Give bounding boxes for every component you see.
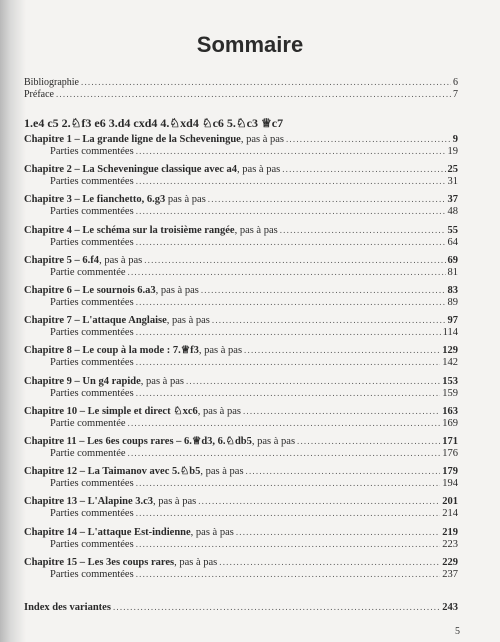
dot-leader xyxy=(113,601,440,613)
chapter-title-bold: Chapitre 15 – Les 3es coups rares xyxy=(24,557,175,568)
games-page: 19 xyxy=(447,146,458,157)
opening-line-heading: 1.e4 c5 2.♘f3 e6 3.d4 cxd4 4.♘xd4 ♘c6 5.♘c3 ♕c7 xyxy=(24,116,284,130)
dot-leader xyxy=(128,447,441,459)
games-page: 194 xyxy=(442,478,458,489)
dot-leader xyxy=(282,163,445,175)
chapter-page: 25 xyxy=(447,164,458,175)
page-number: 5 xyxy=(455,626,460,637)
games-label: Parties commentées xyxy=(50,569,134,580)
dot-leader xyxy=(136,387,441,399)
chapter-title-rest: , pas à pas xyxy=(140,376,184,387)
dot-leader xyxy=(136,205,446,217)
chapter-page: 219 xyxy=(442,527,458,538)
chapter-page: 69 xyxy=(447,255,458,266)
chapter-page: 179 xyxy=(442,466,458,477)
index-label xyxy=(24,602,111,614)
games-page: 159 xyxy=(442,388,458,399)
games-label: Parties commentées xyxy=(50,539,134,550)
dot-leader xyxy=(128,417,441,429)
toc-chapter-9-games[interactable] xyxy=(50,387,458,400)
chapter-title-rest: , pas à pas xyxy=(155,285,199,296)
chapter-page: 201 xyxy=(442,496,458,507)
games-label: Parties commentées xyxy=(50,297,134,308)
dot-leader xyxy=(136,538,441,550)
toc-chapter-7-games[interactable] xyxy=(50,326,458,339)
chapter-title-rest: , pas à pas xyxy=(190,527,234,538)
toc-chapter-11-games[interactable] xyxy=(50,447,458,460)
chapter-page: 83 xyxy=(447,285,458,296)
toc-entry-preface[interactable] xyxy=(24,88,458,101)
games-page: 89 xyxy=(447,297,458,308)
toc-chapter-8-games[interactable] xyxy=(50,356,458,369)
index-page: 243 xyxy=(442,602,458,613)
chapter-title-bold: Chapitre 6 – Le sournois 6.a3 xyxy=(24,285,156,296)
games-label: Partie commentée xyxy=(50,418,126,429)
games-label: Parties commentées xyxy=(50,206,134,217)
dot-leader xyxy=(136,568,441,580)
dot-leader xyxy=(219,556,440,568)
chapter-title-rest: , pas à pas xyxy=(153,496,197,507)
dot-leader xyxy=(236,526,440,538)
games-label: Parties commentées xyxy=(50,146,134,157)
games-label: Parties commentées xyxy=(50,237,134,248)
toc-chapter-5-games[interactable] xyxy=(50,266,458,279)
toc-entry-page: 7 xyxy=(453,89,458,100)
toc-chapter-4-games[interactable] xyxy=(50,236,458,249)
games-label: Parties commentées xyxy=(50,478,134,489)
chapter-page: 9 xyxy=(452,134,458,145)
chapter-title-rest: , pas à pas xyxy=(200,466,244,477)
chapter-title-rest: , pas à pas xyxy=(251,436,296,447)
games-label: Partie commentée xyxy=(50,267,126,278)
dot-leader xyxy=(212,314,446,326)
games-page: 214 xyxy=(442,508,458,519)
toc-chapter-13-games[interactable] xyxy=(50,507,458,520)
dot-leader xyxy=(56,88,451,100)
chapter-title-bold: Chapitre 12 – La Taimanov avec 5.♘b5 xyxy=(24,466,201,477)
dot-leader xyxy=(243,405,440,417)
dot-leader xyxy=(186,375,440,387)
dot-leader xyxy=(136,356,441,368)
games-label: Parties commentées xyxy=(50,508,134,519)
dot-leader xyxy=(244,344,440,356)
chapter-title-rest: , pas à pas xyxy=(99,255,143,266)
toc-entry-index[interactable] xyxy=(24,601,458,614)
chapter-title-rest: , pas à pas xyxy=(198,345,243,356)
games-page: 237 xyxy=(442,569,458,580)
index-label-text: Index des variantes xyxy=(24,602,111,613)
chapter-page: 97 xyxy=(447,315,458,326)
chapter-title-rest: , pas à pas xyxy=(197,406,241,417)
chapter-page: 55 xyxy=(447,225,458,236)
toc-entry-label: Bibliographie xyxy=(24,77,79,88)
chapter-title-bold: Chapitre 5 – 6.f4 xyxy=(24,255,100,266)
toc-chapter-14-games[interactable] xyxy=(50,538,458,551)
dot-leader xyxy=(144,254,445,266)
games-page: 223 xyxy=(442,539,458,550)
dot-leader xyxy=(198,495,440,507)
toc-chapter-15-games[interactable] xyxy=(50,568,458,581)
chapter-title-bold: Chapitre 13 – L'Alapine 3.c3 xyxy=(24,496,154,507)
chapter-title-bold: Chapitre 11 – Les 6es coups rares – 6.♕d3, 6.♘db5 xyxy=(24,436,252,447)
chapter-page: 163 xyxy=(442,406,458,417)
toc-chapter-10-games[interactable] xyxy=(50,417,458,430)
chapter-title-bold: Chapitre 1 – La grande ligne de la Scheveningue xyxy=(24,134,241,145)
chapter-title-rest: , pas à pas xyxy=(166,315,210,326)
games-label: Parties commentées xyxy=(50,388,134,399)
dot-leader xyxy=(136,236,446,248)
toc-chapter-1-games[interactable] xyxy=(50,145,458,158)
dot-leader xyxy=(286,133,451,145)
chapter-title-rest: pas à pas xyxy=(165,194,206,205)
toc-entry-label: Préface xyxy=(24,89,54,100)
games-label: Parties commentées xyxy=(50,176,134,187)
dot-leader xyxy=(246,465,441,477)
dot-leader xyxy=(136,477,441,489)
games-page: 142 xyxy=(442,357,458,368)
dot-leader xyxy=(136,175,446,187)
games-page: 31 xyxy=(447,176,458,187)
chapter-page: 37 xyxy=(447,194,458,205)
chapter-title-bold: Chapitre 3 – Le fianchetto, 6.g3 xyxy=(24,194,166,205)
dot-leader xyxy=(136,296,446,308)
dot-leader xyxy=(280,224,446,236)
dot-leader xyxy=(136,507,441,519)
chapter-title-bold: Chapitre 4 – Le schéma sur la troisième rangée xyxy=(24,225,235,236)
chapter-page: 229 xyxy=(442,557,458,568)
chapter-title-bold: Chapitre 8 – Le coup à la mode : 7.♕f3 xyxy=(24,345,199,356)
chapter-page: 129 xyxy=(442,345,458,356)
games-label: Partie commentée xyxy=(50,448,126,459)
chapter-title-bold: Chapitre 7 – L'attaque Anglaise xyxy=(24,315,167,326)
toc-chapter-3-games[interactable] xyxy=(50,205,458,218)
toc-chapter-2-games[interactable] xyxy=(50,175,458,188)
games-page: 64 xyxy=(447,237,458,248)
toc-chapter-6-games[interactable] xyxy=(50,296,458,309)
dot-leader xyxy=(201,284,446,296)
chapter-title-bold: Chapitre 2 – La Scheveningue classique avec a4 xyxy=(24,164,238,175)
page-edge-shadow xyxy=(0,0,26,642)
dot-leader xyxy=(136,145,446,157)
chapter-title-bold: Chapitre 10 – Le simple et direct ♘xc6 xyxy=(24,406,198,417)
games-page: 81 xyxy=(447,267,458,278)
chapter-title-rest: , pas à pas xyxy=(174,557,218,568)
dot-leader xyxy=(136,326,441,338)
games-label: Parties commentées xyxy=(50,357,134,368)
chapter-page: 171 xyxy=(442,436,458,447)
dot-leader xyxy=(208,193,446,205)
chapter-title-rest: , pas à pas xyxy=(240,134,284,145)
games-page: 114 xyxy=(442,327,458,338)
chapter-title-bold: Chapitre 14 – L'attaque Est-indienne xyxy=(24,527,191,538)
dot-leader xyxy=(81,76,451,88)
games-page: 48 xyxy=(447,206,458,217)
dot-leader xyxy=(297,435,440,447)
games-page: 169 xyxy=(442,418,458,429)
chapter-title-bold: Chapitre 9 – Un g4 rapide xyxy=(24,376,141,387)
games-label: Parties commentées xyxy=(50,327,134,338)
chapter-page: 153 xyxy=(442,376,458,387)
chapter-title-rest: , pas à pas xyxy=(234,225,278,236)
games-page: 176 xyxy=(442,448,458,459)
toc-chapter-12-games[interactable] xyxy=(50,477,458,490)
toc-entry-page: 6 xyxy=(453,77,458,88)
chapter-title-rest: , pas à pas xyxy=(237,164,281,175)
page-title: Sommaire xyxy=(196,32,304,57)
dot-leader xyxy=(128,266,446,278)
